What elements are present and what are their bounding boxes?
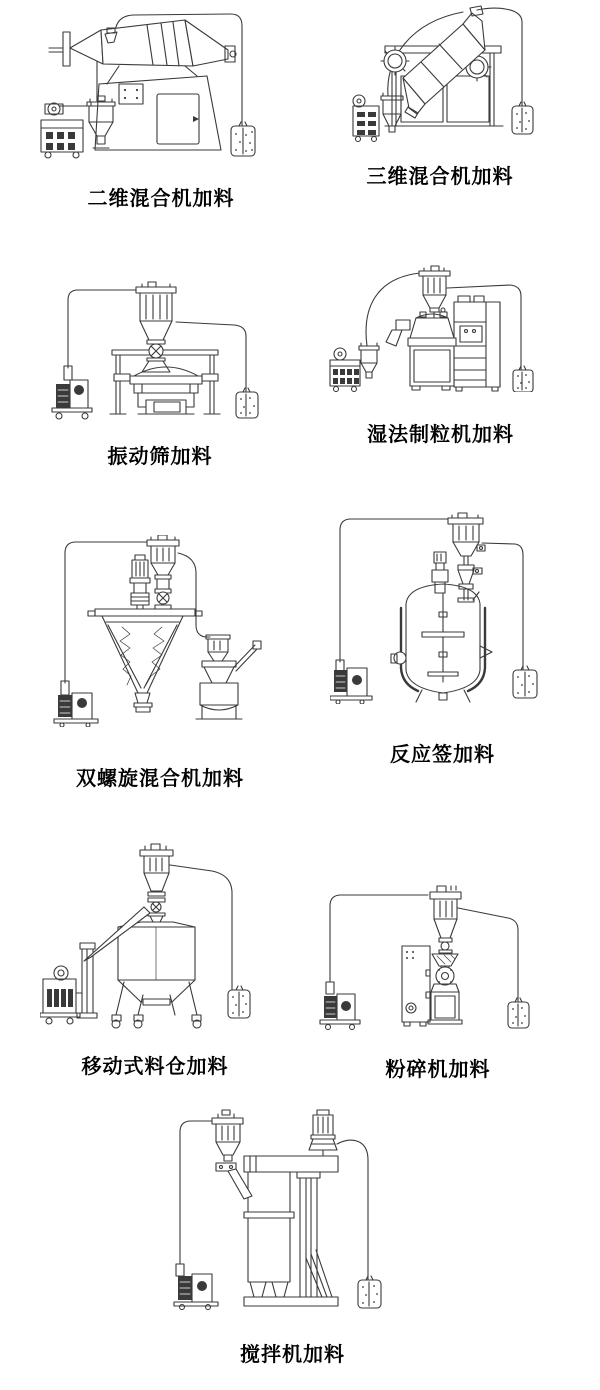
caption-pulverizer: 粉碎机加料 — [385, 1059, 491, 1081]
agitator-machine — [244, 1156, 338, 1306]
figure-agitator — [170, 1108, 415, 1367]
vibrating-sieve-machine — [114, 367, 218, 414]
material-bag-icon — [512, 102, 533, 134]
material-bag-icon — [513, 666, 537, 698]
material-bag-icon — [508, 998, 529, 1028]
double-screw-mixer-machine — [88, 609, 202, 712]
two-dimensional-mixer-machine — [49, 20, 236, 150]
figure-vibrating-sieve — [50, 280, 270, 469]
three-dimensional-mixer-machine — [381, 6, 503, 126]
dust-collector-cabinet — [402, 946, 430, 1026]
vacuum-receiver-icon — [136, 282, 176, 372]
caption-wet-granulator: 湿法制粒机加料 — [367, 424, 514, 446]
vacuum-pump-icon — [320, 982, 360, 1030]
agitator-diagram — [170, 1108, 415, 1310]
vacuum-pump-icon — [174, 1264, 218, 1310]
three-dimensional-mixer-diagram — [325, 4, 555, 146]
figure-reactor — [330, 512, 555, 767]
material-bag-icon — [228, 986, 250, 1018]
vacuum-pump-icon — [353, 95, 379, 142]
pulverizer-diagram — [318, 880, 543, 1030]
caption-two-dimensional-mixer: 二维混合机加料 — [87, 188, 235, 210]
mobile-silo-diagram — [40, 843, 270, 1029]
mobile-silo-machine — [112, 922, 201, 1028]
figure-pulverizer — [318, 880, 558, 1082]
vacuum-receiver-icon — [430, 886, 461, 953]
figure-wet-granulator — [328, 262, 553, 447]
mixer-motor-icon — [130, 555, 150, 611]
wet-granulator-machine — [386, 296, 500, 391]
vacuum-pump-icon — [54, 681, 98, 727]
material-bag-icon — [236, 388, 258, 418]
wet-granulator-diagram — [328, 262, 553, 392]
caption-three-dimensional-mixer: 三维混合机加料 — [366, 166, 514, 188]
reactor-diagram — [330, 512, 555, 704]
material-bag-icon — [358, 1276, 381, 1308]
pipe — [330, 895, 518, 1002]
vacuum-pump-icon — [40, 966, 82, 1024]
vacuum-pump-icon — [52, 366, 92, 419]
vacuum-pump-icon — [41, 102, 91, 158]
material-bag-icon — [513, 366, 533, 392]
figure-double-screw-mixer — [50, 535, 270, 791]
caption-double-screw-mixer: 双螺旋混合机加料 — [76, 768, 244, 790]
caption-reactor: 反应签加料 — [390, 744, 495, 766]
two-dimensional-mixer-diagram — [35, 4, 270, 170]
vacuum-pump-icon — [330, 660, 372, 704]
material-bag-icon — [231, 122, 255, 156]
vacuum-receiver-icon — [359, 343, 379, 378]
reactor-vessel — [391, 584, 492, 702]
figure-mobile-silo — [40, 843, 270, 1079]
caption-mobile-silo: 移动式料仓加料 — [81, 1056, 229, 1078]
vacuum-receiver-icon — [147, 535, 179, 609]
vacuum-receiver-icon — [212, 1110, 252, 1199]
caption-agitator: 搅拌机加料 — [240, 1344, 345, 1366]
feeding-station — [196, 635, 261, 719]
pulverizer-machine — [428, 954, 462, 1024]
figure-two-dimensional-mixer — [35, 4, 287, 211]
double-screw-mixer-diagram — [50, 535, 270, 727]
vibrating-sieve-diagram — [50, 280, 270, 420]
caption-vibrating-sieve: 振动筛加料 — [107, 446, 213, 468]
agitator-motor-icon — [309, 1110, 337, 1156]
vacuum-pump-icon — [330, 348, 360, 392]
figure-three-dimensional-mixer — [325, 4, 555, 189]
